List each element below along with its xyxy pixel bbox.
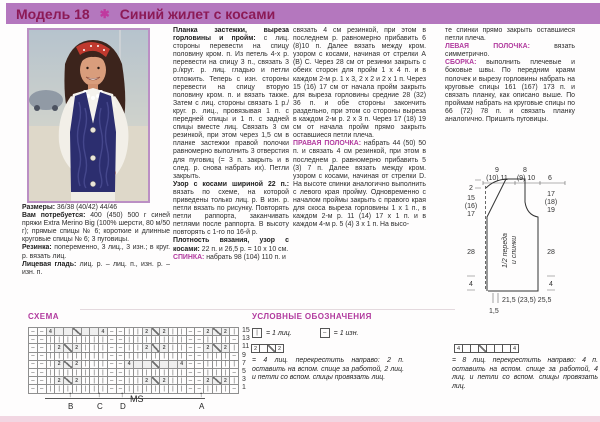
chart-cell: | xyxy=(47,369,56,377)
chart-cell: – xyxy=(38,369,47,377)
paragraph-label: Узор с косами шириной 22 п.: xyxy=(173,180,289,188)
chart-cell: – xyxy=(187,369,196,377)
chart-cell: | xyxy=(90,344,99,352)
column-instructions-2 xyxy=(293,27,426,229)
chart-cell: 2 xyxy=(73,377,82,385)
chart-cell: | xyxy=(178,369,187,377)
chart-cell: | xyxy=(55,369,64,377)
chart-cell: 2 xyxy=(143,328,152,336)
chart-cell: | xyxy=(55,336,64,344)
star-icon: ✱ xyxy=(99,6,110,21)
chart-cell xyxy=(64,344,73,352)
chart-cell: 4 xyxy=(47,328,56,336)
chart-cell: | xyxy=(125,369,134,377)
chart-cell: | xyxy=(213,385,222,393)
chart-cell: 2 xyxy=(73,361,82,369)
chart-arrow-icon: ↑ xyxy=(97,390,101,399)
chart-cell: | xyxy=(47,361,56,369)
paragraph-label: СБОРКА: xyxy=(445,59,487,67)
chart-cell xyxy=(213,328,222,336)
chart-cell: – xyxy=(195,344,204,352)
chart-cell: | xyxy=(230,361,239,369)
chart-cell: | xyxy=(90,336,99,344)
chart-cell: – xyxy=(117,344,126,352)
measure-left-b: (16) xyxy=(464,203,478,210)
chart-cell: 2 xyxy=(204,377,213,385)
paragraph: СБОРКА: выполнить плечевые и боковые швы. По передним краям полочек и вырезу горловины набрать на круговые спицы 161 (167) 173 п. и связать планку, как описано выше. По проймам набрать на круговые спицы по 66 (72) 78 п. и связать планку аналогично. Пришить пуговицы. xyxy=(445,59,575,124)
chart-cell: | xyxy=(222,336,231,344)
pattern-piece-schematic xyxy=(447,164,600,316)
knit-symbol-icon: | xyxy=(252,328,262,338)
chart-cell: | xyxy=(90,369,99,377)
chart-cell: – xyxy=(187,361,196,369)
chart-arrow-letter: B xyxy=(68,402,74,411)
chart-cell: – xyxy=(230,336,239,344)
chart-cell: – xyxy=(230,353,239,361)
cable8-symbol-icon xyxy=(455,344,519,353)
chart-cell: | xyxy=(143,353,152,361)
paragraph: Резинка: попеременно, 3 лиц., 3 изн.; в круг. р. вязать лиц. xyxy=(22,244,170,260)
chart-cell: – xyxy=(108,385,117,393)
chart-cell: | xyxy=(178,377,187,385)
chart-cell xyxy=(64,377,73,385)
chart-cell: | xyxy=(178,328,187,336)
measure-right-b: (18) xyxy=(544,199,558,206)
chart-cell: 2 xyxy=(204,344,213,352)
measure-left-a: 15 xyxy=(467,195,475,202)
chart-cell: | xyxy=(99,344,108,352)
chart-cell: | xyxy=(64,369,73,377)
chart-cell xyxy=(152,328,161,336)
chart-cell: | xyxy=(125,328,134,336)
chart-cell xyxy=(73,328,82,336)
legend-cable8-text: = 8 лиц. перекрестить направо: 4 п. оставить на вспом. спице за работой, 4 лиц. и петли со вспом. спицы провязать лиц. xyxy=(452,357,598,390)
chart-cell: – xyxy=(187,344,196,352)
legend-heading: УСЛОВНЫЕ ОБОЗНАЧЕНИЯ xyxy=(252,312,372,321)
paragraph: ЛЕВАЯ ПОЛОЧКА: вязать симметрично. xyxy=(445,43,575,59)
chart-row-number: 1 xyxy=(242,384,246,392)
chart-cell: | xyxy=(160,336,169,344)
chart-cell: – xyxy=(38,336,47,344)
chart-cell: | xyxy=(169,344,178,352)
model-photo-illustration xyxy=(29,30,148,201)
chart-row-number: 9 xyxy=(242,351,246,359)
chart-cell: | xyxy=(222,361,231,369)
legend-symbol-cell: 4 xyxy=(510,344,519,353)
chart-cell: | xyxy=(204,385,213,393)
chart-cell: – xyxy=(195,336,204,344)
measure-right-rib: 4 xyxy=(549,281,553,288)
chart-cell: – xyxy=(108,377,117,385)
chart-cell: | xyxy=(99,361,108,369)
chart-cell: – xyxy=(108,369,117,377)
paragraph: те спинки прямо закрыть оставшиеся петли плеча. xyxy=(445,27,575,43)
legend-symbol-cell: 2 xyxy=(275,344,284,353)
chart-cell: | xyxy=(134,377,143,385)
chart-cell: | xyxy=(99,353,108,361)
chart-cell: – xyxy=(38,385,47,393)
legend-basic-symbols xyxy=(252,328,359,338)
chart-cell: | xyxy=(178,353,187,361)
paragraph-label: Вам потребуется: xyxy=(22,212,91,220)
column-materials xyxy=(22,204,170,277)
piece-label-line2: и спинки xyxy=(511,235,518,264)
paragraph: связать 4 см резинкой, при этом в последнем р. равномерно прибавить 6 (8)10 п. Далее вязать между кром. узором с косами, начиная от стрелки А (В) С. Через 28 см от резинки закрыть с обеих сторон для пройм 1 х 4 п. и в каждом 2-м р. 1 х 3, 2 х 2 и 2 х 1 п. Через 15 (16) 17 см от начала пройм закрыть для выреза горловины средние 28 (32) 36 п. и обе стороны закончить раздельно, при этом со стороны выреза в каждом 2-м р. 2 х 3 п. Через 17 (18) 19 см от начала пройм прямо закрыть оставшиеся петли плеча. xyxy=(293,27,426,140)
measure-neck-depth: 2 xyxy=(469,185,473,192)
chart-arrow-icon: ↑ xyxy=(199,390,203,399)
chart-cell: – xyxy=(108,328,117,336)
chart-cell: – xyxy=(187,328,196,336)
chart-cell: | xyxy=(90,377,99,385)
chart-cell: | xyxy=(134,353,143,361)
chart-cell xyxy=(90,328,99,336)
chart-cell: | xyxy=(178,344,187,352)
chart-cell: | xyxy=(169,377,178,385)
chart-cell: | xyxy=(143,385,152,393)
chart-cell: | xyxy=(143,369,152,377)
chart-arrow-letter: C xyxy=(97,402,103,411)
legend-symbol-cell: 4 xyxy=(454,344,463,353)
paragraph-label: Лицевая гладь: xyxy=(22,260,80,268)
chart-cell: | xyxy=(82,353,91,361)
chart-cell: | xyxy=(47,385,56,393)
chart-cell xyxy=(169,361,178,369)
chart-cell: | xyxy=(152,336,161,344)
chart-cell: | xyxy=(64,336,73,344)
chart-cell: | xyxy=(134,369,143,377)
chart-cell: 2 xyxy=(160,377,169,385)
chart-cell: 2 xyxy=(73,344,82,352)
chart-cell: | xyxy=(99,377,108,385)
purl-symbol-icon: – xyxy=(320,328,330,338)
chart-cell: 2 xyxy=(204,328,213,336)
chart-cell: | xyxy=(47,344,56,352)
chart-cell: | xyxy=(125,336,134,344)
chart-cell: – xyxy=(230,385,239,393)
chart-cell: 4 xyxy=(178,361,187,369)
chart-cell: – xyxy=(187,336,196,344)
chart-cell xyxy=(213,344,222,352)
paragraph: ПРАВАЯ ПОЛОЧКА: набрать 44 (50) 50 п. и связать 4 см резинкой, при этом в последнем р. равномерно прибавить 5 (3) 7 п. Далее вязать между кром. узором с косами, начиная от стрелки D. На высоте спинки аналогично выполнить с левого края пройму. Одновременно с началом проймы закрыть с правого края для скоса выреза горловины 1 х 1 п., в каждом 2-м р. 11 (14) 17 х 1 п. и в каждом 4-м р. 5 (4) 3 х 1 п. На высо- xyxy=(293,140,426,229)
paragraph-label: Размеры: xyxy=(22,204,57,211)
chart-arrow-letter: D xyxy=(120,402,126,411)
chart-cell: – xyxy=(195,377,204,385)
chart-cell: | xyxy=(169,353,178,361)
chart-cell: – xyxy=(29,353,38,361)
chart-cell: | xyxy=(204,336,213,344)
chart-heading: СХЕМА xyxy=(28,312,60,321)
chart-cell: | xyxy=(125,344,134,352)
paragraph-label: Резинка: xyxy=(22,244,55,252)
chart-cell: | xyxy=(73,336,82,344)
chart-cell: | xyxy=(152,369,161,377)
chart-cell: – xyxy=(117,353,126,361)
legend-knit xyxy=(252,328,292,338)
chart-cell: | xyxy=(169,385,178,393)
measure-right-a: 17 xyxy=(547,191,555,198)
page-title: Синий жилет с косами xyxy=(119,5,276,22)
chart-cell: – xyxy=(38,328,47,336)
chart-cell: | xyxy=(47,377,56,385)
chart-cell: | xyxy=(169,336,178,344)
chart-cell xyxy=(152,361,161,369)
measure-right-c: 19 xyxy=(547,207,555,214)
paragraph-label: СПИНКА: xyxy=(173,253,207,261)
chart-cell xyxy=(143,361,152,369)
chart-cell xyxy=(64,361,73,369)
chart-cell xyxy=(152,344,161,352)
legend-purl xyxy=(320,328,359,338)
chart-cell: | xyxy=(169,369,178,377)
chart-cell: – xyxy=(117,377,126,385)
chart-cell: 2 xyxy=(55,361,64,369)
paragraph: Узор с косами шириной 22 п.: вязать по схеме, на которой приведены только лиц. р. В изн. р. петли вязать по рисунку. Повторять петли раппорта, заканчивать петлями после раппорта. В высоту повторять с 1-го по 16-й р. xyxy=(173,180,289,237)
chart-cell: | xyxy=(82,369,91,377)
chart-cell: | xyxy=(73,369,82,377)
chart-cell: | xyxy=(125,385,134,393)
chart-cell: – xyxy=(230,369,239,377)
legend-knit-text: = 1 лиц. xyxy=(266,329,292,337)
chart-cell: – xyxy=(29,336,38,344)
chart-cell: – xyxy=(38,344,47,352)
chart-row-number: 13 xyxy=(242,335,250,343)
chart-row-number: 11 xyxy=(242,343,250,351)
chart-cell: | xyxy=(222,385,231,393)
chart-cell: – xyxy=(195,361,204,369)
chart-cell: – xyxy=(117,385,126,393)
chart-cell: | xyxy=(204,353,213,361)
chart-cell: | xyxy=(169,328,178,336)
chart-row-number: 5 xyxy=(242,367,246,375)
paragraph-label: ЛЕВАЯ ПОЛОЧКА: xyxy=(445,43,555,51)
chart-cell: – xyxy=(117,328,126,336)
measure-top1: 9 xyxy=(495,167,499,174)
paragraph: СПИНКА: набрать 98 (104) 110 п. и xyxy=(173,253,286,261)
measure-top2b: (9) 10 xyxy=(516,175,536,182)
chart-cell: 2 xyxy=(143,377,152,385)
chart-cell: | xyxy=(55,385,64,393)
chart-cell: | xyxy=(73,353,82,361)
chart-cell: | xyxy=(134,328,143,336)
chart-cell: | xyxy=(64,353,73,361)
chart-cell: – xyxy=(195,353,204,361)
chart-cell: 2 xyxy=(160,328,169,336)
chart-cell: 2 xyxy=(143,344,152,352)
chart-cell: – xyxy=(187,385,196,393)
chart-cell: | xyxy=(82,344,91,352)
paragraph: Планка застежки, выреза горловины и пройм: с лиц. стороны перевести на спицу половину кром. п. Из петель 4-х р. перевести на спицу 3 п., связать 3 р./круг. р. лиц. гладью и петли отложить. Теперь с изн. стороны перевести на спицу вторую половину кром. п. и вязать также. Затем с лиц. стороны связать 1 р./круг. р. лиц., провязывая 1 п. с передней спицы и 1 п. с задней спицы вместе лиц. Связать 3 см резинкой, при этом через 1,5 см в планке застежки правой полочки равномерно выполнить 3 отверстия для пуговиц (= 3 п. закрыть и в след. р. снова набрать их). Петли закрыть. xyxy=(173,27,289,180)
knitting-chart xyxy=(28,327,239,394)
chart-cell: | xyxy=(99,336,108,344)
chart-cell: – xyxy=(108,361,117,369)
chart-cell: | xyxy=(230,328,239,336)
chart-cell: | xyxy=(152,353,161,361)
chart-cell xyxy=(160,361,169,369)
legend-cable4-text: = 4 лиц. перекрестить направо: 2 п. оставить на вспом. спице за работой, 2 лиц. и петли со вспом. спицы провязать лиц. xyxy=(252,357,404,382)
chart-cell: 2 xyxy=(222,328,231,336)
legend-symbol-cell: 2 xyxy=(251,344,260,353)
paragraph-label: Планка застежки, выреза горловины и пройм: xyxy=(173,27,289,43)
chart-cell: | xyxy=(90,385,99,393)
chart-cell: | xyxy=(213,361,222,369)
page-header xyxy=(6,3,600,24)
measure-bottom-width: 21,5 (23,5) 25,5 xyxy=(502,297,552,304)
chart-cell: 4 xyxy=(99,328,108,336)
column-instructions-3 xyxy=(445,27,575,124)
chart-cell: | xyxy=(125,377,134,385)
chart-cell: | xyxy=(55,353,64,361)
chart-cell: | xyxy=(134,344,143,352)
chart-cell: | xyxy=(99,385,108,393)
measure-right-side: 28 xyxy=(547,249,555,256)
chart-cell: – xyxy=(29,344,38,352)
chart-cell: – xyxy=(29,328,38,336)
bottom-page-strip xyxy=(0,416,600,422)
chart-row-number: 7 xyxy=(242,359,246,367)
chart-cell: | xyxy=(160,385,169,393)
chart-cell: | xyxy=(47,336,56,344)
chart-cell: | xyxy=(230,344,239,352)
measure-top3: 6 xyxy=(548,175,552,182)
legend-purl-text: = 1 изн. xyxy=(333,329,359,337)
chart-cell: – xyxy=(29,361,38,369)
chart-arrow-icon: ↑ xyxy=(68,390,72,399)
chart-cell: – xyxy=(38,361,47,369)
chart-cell: | xyxy=(213,353,222,361)
chart-cell: – xyxy=(29,377,38,385)
chart-cell: | xyxy=(160,353,169,361)
chart-cell: | xyxy=(82,361,91,369)
chart-cell: | xyxy=(47,353,56,361)
chart-cell xyxy=(213,377,222,385)
chart-cell: | xyxy=(152,385,161,393)
chart-cell: – xyxy=(195,328,204,336)
chart-cell: | xyxy=(204,361,213,369)
measure-left-side: 28 xyxy=(467,249,475,256)
chart-cell: | xyxy=(125,353,134,361)
chart-cell: – xyxy=(29,385,38,393)
measure-top1b: (10) 11 xyxy=(486,175,508,182)
chart-cell: | xyxy=(73,385,82,393)
model-photo xyxy=(27,28,150,203)
chart-cell xyxy=(134,361,143,369)
chart-cell: 2 xyxy=(222,377,231,385)
chart-cell xyxy=(82,328,91,336)
chart-cell: – xyxy=(108,353,117,361)
chart-cell: – xyxy=(117,336,126,344)
section-divider xyxy=(80,309,455,310)
chart-cell: – xyxy=(29,369,38,377)
chart-cell: – xyxy=(117,361,126,369)
chart-cell xyxy=(152,377,161,385)
chart-cell: | xyxy=(213,336,222,344)
chart-cell: | xyxy=(90,361,99,369)
chart-cell: 2 xyxy=(55,377,64,385)
chart-cell: – xyxy=(38,353,47,361)
chart-cell: 2 xyxy=(160,344,169,352)
chart-cell: | xyxy=(134,336,143,344)
chart-cell: | xyxy=(222,353,231,361)
paragraph-label: ПРАВАЯ ПОЛОЧКА: xyxy=(293,140,364,148)
chart-ms-label: MS xyxy=(130,394,144,404)
paragraph: Плотность вязания, узор с косами: 22 п. и 26,5 р. = 10 х 10 см. xyxy=(173,237,289,253)
measure-top2: 8 xyxy=(523,167,527,174)
paragraph-label: Плотность вязания, узор с косами: xyxy=(173,237,289,253)
chart-cell: – xyxy=(117,369,126,377)
chart-cell: – xyxy=(195,369,204,377)
measure-left-c: 17 xyxy=(467,211,475,218)
measure-left-rib: 4 xyxy=(469,281,473,288)
chart-cell: | xyxy=(178,385,187,393)
chart-cell: | xyxy=(82,377,91,385)
chart-cell: – xyxy=(108,336,117,344)
piece-label-line1: 1/2 переда xyxy=(502,233,509,268)
chart-cell: – xyxy=(195,385,204,393)
chart-cell: | xyxy=(222,369,231,377)
chart-arrow-letter: A xyxy=(199,402,205,411)
chart-cell: | xyxy=(230,377,239,385)
chart-row-number: 15 xyxy=(242,327,250,334)
chart-cell: | xyxy=(160,369,169,377)
chart-cell: | xyxy=(82,336,91,344)
paragraph: Размеры: 36/38 (40/42) 44/46 xyxy=(22,204,118,211)
chart-cell: | xyxy=(82,385,91,393)
chart-cell: | xyxy=(64,385,73,393)
chart-row-number: 3 xyxy=(242,376,246,384)
chart-cell: | xyxy=(204,369,213,377)
chart-cell: | xyxy=(99,369,108,377)
chart-cell: – xyxy=(38,377,47,385)
chart-cell: 2 xyxy=(55,344,64,352)
chart-cell: | xyxy=(178,336,187,344)
chart-cell: 4 xyxy=(125,361,134,369)
cable4-symbol-icon xyxy=(252,344,284,353)
column-instructions-1 xyxy=(173,27,289,262)
paragraph: Вам потребуется: 400 (450) 500 г синей пряжи Extra Merino Big (100% шерсти, 80 м/50 г); прямые спицы № 6; короткие и длинные круговые спицы № 6; 3 пуговицы. xyxy=(22,212,170,244)
chart-arrow-icon: ↑ xyxy=(120,390,124,399)
chart-cell: – xyxy=(108,344,117,352)
chart-cell: | xyxy=(90,353,99,361)
chart-cell xyxy=(64,328,73,336)
chart-cell: – xyxy=(187,353,196,361)
chart-cell: | xyxy=(134,385,143,393)
paragraph: Лицевая гладь: лиц. р. – лиц. п., изн. р. – изн. п. xyxy=(22,260,171,276)
chart-cell: | xyxy=(213,369,222,377)
model-number: Модель 18 xyxy=(16,5,90,22)
chart-cell xyxy=(55,328,64,336)
measure-rib-height: 1,5 xyxy=(489,308,499,315)
chart-cell: 2 xyxy=(222,344,231,352)
chart-cell: | xyxy=(143,336,152,344)
chart-cell: – xyxy=(187,377,196,385)
